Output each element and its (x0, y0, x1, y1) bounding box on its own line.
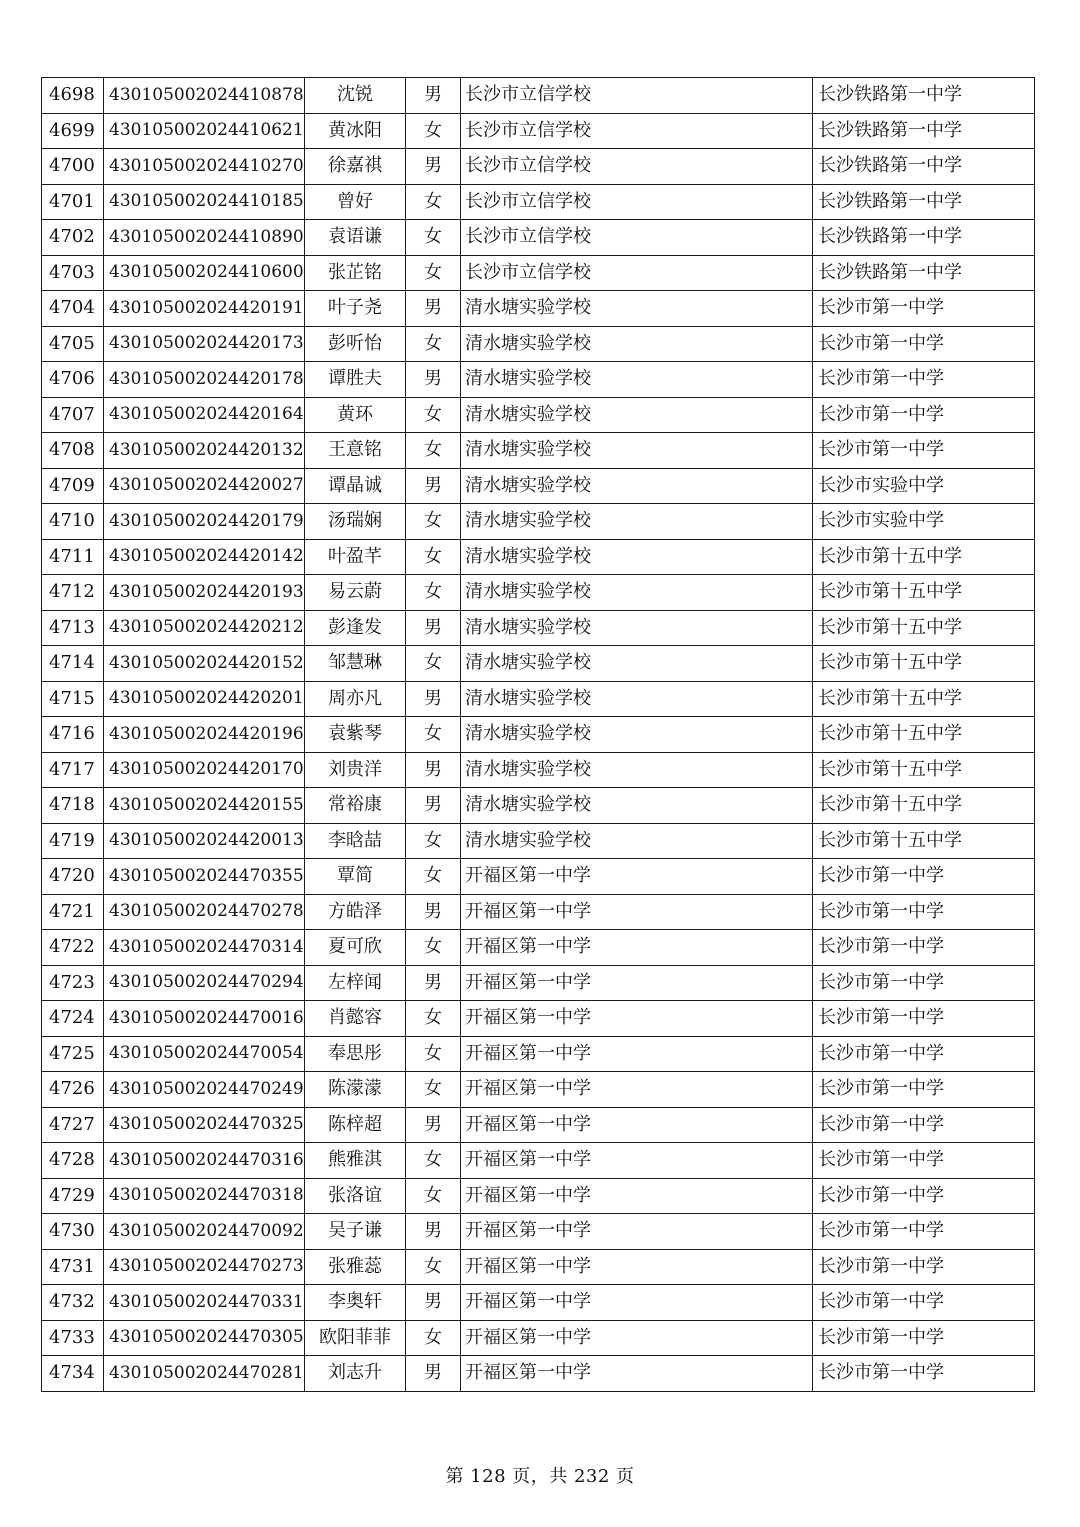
admitted-school-cell: 长沙市第一中学 (813, 930, 1035, 966)
admitted-school-cell: 长沙市第十五中学 (813, 823, 1035, 859)
student-id-cell: 430105002024420193 (104, 575, 305, 611)
seq-number-cell: 4723 (42, 965, 104, 1001)
table-row (42, 78, 1035, 114)
seq-number-cell: 4711 (42, 539, 104, 575)
student-name-cell: 邹慧琳 (305, 646, 406, 682)
origin-school-cell: 开福区第一中学 (461, 1001, 813, 1037)
student-id-cell: 430105002024470355 (104, 859, 305, 895)
gender-cell: 女 (406, 859, 461, 895)
origin-school-cell: 开福区第一中学 (461, 930, 813, 966)
table-row (42, 930, 1035, 966)
origin-school-cell: 清水塘实验学校 (461, 539, 813, 575)
gender-cell: 男 (406, 1285, 461, 1321)
admitted-school-cell: 长沙市第一中学 (813, 1107, 1035, 1143)
student-id-cell: 430105002024470294 (104, 965, 305, 1001)
table-row (42, 468, 1035, 504)
seq-number-cell: 4707 (42, 397, 104, 433)
seq-number-cell: 4705 (42, 326, 104, 362)
student-name-cell: 易云蔚 (305, 575, 406, 611)
table-row (42, 823, 1035, 859)
seq-number-cell: 4722 (42, 930, 104, 966)
student-name-cell: 谭胜夫 (305, 362, 406, 398)
seq-number-cell: 4715 (42, 681, 104, 717)
admitted-school-cell: 长沙市第一中学 (813, 894, 1035, 930)
student-id-cell: 430105002024420212 (104, 610, 305, 646)
student-name-cell: 周亦凡 (305, 681, 406, 717)
student-id-cell: 430105002024470325 (104, 1107, 305, 1143)
student-id-cell: 430105002024420155 (104, 788, 305, 824)
admitted-school-cell: 长沙铁路第一中学 (813, 220, 1035, 256)
seq-number-cell: 4710 (42, 504, 104, 540)
table-row (42, 1249, 1035, 1285)
student-name-cell: 王意铭 (305, 433, 406, 469)
table-row (42, 255, 1035, 291)
origin-school-cell: 开福区第一中学 (461, 1036, 813, 1072)
seq-number-cell: 4719 (42, 823, 104, 859)
admitted-school-cell: 长沙市第一中学 (813, 291, 1035, 327)
student-name-cell: 曾好 (305, 184, 406, 220)
origin-school-cell: 清水塘实验学校 (461, 362, 813, 398)
seq-number-cell: 4706 (42, 362, 104, 398)
origin-school-cell: 清水塘实验学校 (461, 468, 813, 504)
student-id-cell: 430105002024420196 (104, 717, 305, 753)
table-row (42, 1320, 1035, 1356)
origin-school-cell: 清水塘实验学校 (461, 646, 813, 682)
table-row (42, 681, 1035, 717)
seq-number-cell: 4734 (42, 1356, 104, 1392)
seq-number-cell: 4704 (42, 291, 104, 327)
admitted-school-cell: 长沙市第一中学 (813, 397, 1035, 433)
gender-cell: 女 (406, 397, 461, 433)
seq-number-cell: 4727 (42, 1107, 104, 1143)
student-id-cell: 430105002024410878 (104, 78, 305, 114)
admitted-school-cell: 长沙市第十五中学 (813, 646, 1035, 682)
origin-school-cell: 清水塘实验学校 (461, 717, 813, 753)
admitted-school-cell: 长沙铁路第一中学 (813, 255, 1035, 291)
origin-school-cell: 清水塘实验学校 (461, 433, 813, 469)
table-row (42, 1107, 1035, 1143)
student-name-cell: 刘志升 (305, 1356, 406, 1392)
student-id-cell: 430105002024470331 (104, 1285, 305, 1321)
student-name-cell: 沈锐 (305, 78, 406, 114)
origin-school-cell: 清水塘实验学校 (461, 788, 813, 824)
student-name-cell: 刘贵洋 (305, 752, 406, 788)
seq-number-cell: 4709 (42, 468, 104, 504)
student-id-cell: 430105002024420152 (104, 646, 305, 682)
seq-number-cell: 4731 (42, 1249, 104, 1285)
gender-cell: 女 (406, 930, 461, 966)
student-id-cell: 430105002024420164 (104, 397, 305, 433)
student-id-cell: 430105002024470316 (104, 1143, 305, 1179)
seq-number-cell: 4714 (42, 646, 104, 682)
admitted-school-cell: 长沙铁路第一中学 (813, 113, 1035, 149)
admitted-school-cell: 长沙市第一中学 (813, 1214, 1035, 1250)
seq-number-cell: 4699 (42, 113, 104, 149)
student-id-cell: 430105002024470278 (104, 894, 305, 930)
student-name-cell: 张芷铭 (305, 255, 406, 291)
seq-number-cell: 4698 (42, 78, 104, 114)
gender-cell: 女 (406, 1143, 461, 1179)
gender-cell: 男 (406, 1107, 461, 1143)
gender-cell: 女 (406, 1072, 461, 1108)
student-id-cell: 430105002024470273 (104, 1249, 305, 1285)
gender-cell: 女 (406, 717, 461, 753)
admitted-school-cell: 长沙市第一中学 (813, 859, 1035, 895)
gender-cell: 女 (406, 539, 461, 575)
origin-school-cell: 开福区第一中学 (461, 1356, 813, 1392)
admitted-school-cell: 长沙市第一中学 (813, 1320, 1035, 1356)
seq-number-cell: 4724 (42, 1001, 104, 1037)
gender-cell: 女 (406, 1178, 461, 1214)
student-id-cell: 430105002024410600 (104, 255, 305, 291)
student-name-cell: 叶盈芊 (305, 539, 406, 575)
admitted-school-cell: 长沙市第一中学 (813, 433, 1035, 469)
student-name-cell: 常裕康 (305, 788, 406, 824)
student-id-cell: 430105002024420173 (104, 326, 305, 362)
admitted-school-cell: 长沙市第一中学 (813, 965, 1035, 1001)
origin-school-cell: 清水塘实验学校 (461, 610, 813, 646)
admitted-school-cell: 长沙市实验中学 (813, 468, 1035, 504)
origin-school-cell: 长沙市立信学校 (461, 149, 813, 185)
admitted-school-cell: 长沙市第十五中学 (813, 610, 1035, 646)
student-name-cell: 彭逢发 (305, 610, 406, 646)
origin-school-cell: 开福区第一中学 (461, 1107, 813, 1143)
table-row (42, 610, 1035, 646)
origin-school-cell: 开福区第一中学 (461, 859, 813, 895)
origin-school-cell: 长沙市立信学校 (461, 113, 813, 149)
admitted-school-cell: 长沙市第一中学 (813, 1249, 1035, 1285)
seq-number-cell: 4701 (42, 184, 104, 220)
table-row (42, 575, 1035, 611)
student-name-cell: 陈濛濛 (305, 1072, 406, 1108)
student-id-cell: 430105002024420013 (104, 823, 305, 859)
student-id-cell: 430105002024470054 (104, 1036, 305, 1072)
student-id-cell: 430105002024410890 (104, 220, 305, 256)
table-row (42, 1285, 1035, 1321)
admitted-school-cell: 长沙铁路第一中学 (813, 149, 1035, 185)
table-row (42, 894, 1035, 930)
seq-number-cell: 4708 (42, 433, 104, 469)
gender-cell: 女 (406, 575, 461, 611)
gender-cell: 男 (406, 788, 461, 824)
gender-cell: 女 (406, 184, 461, 220)
admitted-school-cell: 长沙市实验中学 (813, 504, 1035, 540)
table-row (42, 113, 1035, 149)
gender-cell: 男 (406, 362, 461, 398)
origin-school-cell: 长沙市立信学校 (461, 78, 813, 114)
student-name-cell: 夏可欣 (305, 930, 406, 966)
origin-school-cell: 长沙市立信学校 (461, 255, 813, 291)
student-name-cell: 左梓闻 (305, 965, 406, 1001)
gender-cell: 男 (406, 965, 461, 1001)
table-row (42, 1178, 1035, 1214)
admission-table-body (42, 78, 1035, 1392)
seq-number-cell: 4713 (42, 610, 104, 646)
gender-cell: 男 (406, 149, 461, 185)
table-row (42, 788, 1035, 824)
student-name-cell: 黄冰阳 (305, 113, 406, 149)
table-row (42, 291, 1035, 327)
origin-school-cell: 清水塘实验学校 (461, 823, 813, 859)
origin-school-cell: 开福区第一中学 (461, 1143, 813, 1179)
seq-number-cell: 4729 (42, 1178, 104, 1214)
origin-school-cell: 开福区第一中学 (461, 1072, 813, 1108)
student-id-cell: 430105002024470314 (104, 930, 305, 966)
admitted-school-cell: 长沙市第十五中学 (813, 539, 1035, 575)
table-row (42, 539, 1035, 575)
gender-cell: 女 (406, 433, 461, 469)
student-name-cell: 谭晶诚 (305, 468, 406, 504)
gender-cell: 女 (406, 113, 461, 149)
admitted-school-cell: 长沙市第十五中学 (813, 788, 1035, 824)
admitted-school-cell: 长沙市第一中学 (813, 362, 1035, 398)
admitted-school-cell: 长沙市第一中学 (813, 1036, 1035, 1072)
student-id-cell: 430105002024420191 (104, 291, 305, 327)
gender-cell: 男 (406, 78, 461, 114)
student-name-cell: 张雅蕊 (305, 1249, 406, 1285)
student-name-cell: 袁紫琴 (305, 717, 406, 753)
student-name-cell: 方皓泽 (305, 894, 406, 930)
origin-school-cell: 清水塘实验学校 (461, 504, 813, 540)
origin-school-cell: 清水塘实验学校 (461, 575, 813, 611)
student-id-cell: 430105002024420178 (104, 362, 305, 398)
student-name-cell: 奉思彤 (305, 1036, 406, 1072)
origin-school-cell: 开福区第一中学 (461, 1320, 813, 1356)
student-name-cell: 徐嘉祺 (305, 149, 406, 185)
origin-school-cell: 清水塘实验学校 (461, 752, 813, 788)
student-id-cell: 430105002024420142 (104, 539, 305, 575)
student-name-cell: 叶子尧 (305, 291, 406, 327)
student-name-cell: 黄环 (305, 397, 406, 433)
origin-school-cell: 长沙市立信学校 (461, 220, 813, 256)
origin-school-cell: 清水塘实验学校 (461, 326, 813, 362)
origin-school-cell: 清水塘实验学校 (461, 681, 813, 717)
student-name-cell: 袁语谦 (305, 220, 406, 256)
student-id-cell: 430105002024420170 (104, 752, 305, 788)
seq-number-cell: 4726 (42, 1072, 104, 1108)
seq-number-cell: 4717 (42, 752, 104, 788)
student-name-cell: 欧阳菲菲 (305, 1320, 406, 1356)
admitted-school-cell: 长沙市第十五中学 (813, 752, 1035, 788)
admitted-school-cell: 长沙市第十五中学 (813, 681, 1035, 717)
table-row (42, 752, 1035, 788)
admitted-school-cell: 长沙市第一中学 (813, 326, 1035, 362)
seq-number-cell: 4732 (42, 1285, 104, 1321)
student-id-cell: 430105002024470092 (104, 1214, 305, 1250)
gender-cell: 女 (406, 326, 461, 362)
origin-school-cell: 开福区第一中学 (461, 1285, 813, 1321)
gender-cell: 女 (406, 255, 461, 291)
admitted-school-cell: 长沙市第十五中学 (813, 717, 1035, 753)
table-row (42, 220, 1035, 256)
seq-number-cell: 4718 (42, 788, 104, 824)
table-row (42, 965, 1035, 1001)
seq-number-cell: 4721 (42, 894, 104, 930)
origin-school-cell: 开福区第一中学 (461, 894, 813, 930)
student-name-cell: 覃简 (305, 859, 406, 895)
origin-school-cell: 开福区第一中学 (461, 965, 813, 1001)
origin-school-cell: 清水塘实验学校 (461, 291, 813, 327)
admitted-school-cell: 长沙市第一中学 (813, 1356, 1035, 1392)
seq-number-cell: 4733 (42, 1320, 104, 1356)
table-row (42, 1072, 1035, 1108)
table-row (42, 184, 1035, 220)
gender-cell: 女 (406, 1036, 461, 1072)
table-row (42, 149, 1035, 185)
student-name-cell: 张洛谊 (305, 1178, 406, 1214)
student-id-cell: 430105002024420132 (104, 433, 305, 469)
student-id-cell: 430105002024410621 (104, 113, 305, 149)
student-name-cell: 李奥轩 (305, 1285, 406, 1321)
student-id-cell: 430105002024470016 (104, 1001, 305, 1037)
gender-cell: 女 (406, 1001, 461, 1037)
gender-cell: 男 (406, 894, 461, 930)
gender-cell: 男 (406, 1214, 461, 1250)
gender-cell: 女 (406, 1320, 461, 1356)
gender-cell: 男 (406, 681, 461, 717)
seq-number-cell: 4700 (42, 149, 104, 185)
origin-school-cell: 开福区第一中学 (461, 1214, 813, 1250)
seq-number-cell: 4712 (42, 575, 104, 611)
origin-school-cell: 清水塘实验学校 (461, 397, 813, 433)
student-name-cell: 李晗喆 (305, 823, 406, 859)
student-id-cell: 430105002024470318 (104, 1178, 305, 1214)
admission-table (41, 77, 1035, 1392)
admitted-school-cell: 长沙市第一中学 (813, 1001, 1035, 1037)
student-id-cell: 430105002024470281 (104, 1356, 305, 1392)
student-id-cell: 430105002024410185 (104, 184, 305, 220)
admitted-school-cell: 长沙铁路第一中学 (813, 78, 1035, 114)
student-id-cell: 430105002024420201 (104, 681, 305, 717)
student-id-cell: 430105002024420027 (104, 468, 305, 504)
admitted-school-cell: 长沙市第一中学 (813, 1285, 1035, 1321)
gender-cell: 女 (406, 220, 461, 256)
seq-number-cell: 4716 (42, 717, 104, 753)
student-name-cell: 陈梓超 (305, 1107, 406, 1143)
gender-cell: 女 (406, 823, 461, 859)
table-row (42, 326, 1035, 362)
origin-school-cell: 长沙市立信学校 (461, 184, 813, 220)
seq-number-cell: 4730 (42, 1214, 104, 1250)
table-row (42, 397, 1035, 433)
gender-cell: 女 (406, 1249, 461, 1285)
table-row (42, 362, 1035, 398)
gender-cell: 男 (406, 1356, 461, 1392)
origin-school-cell: 开福区第一中学 (461, 1249, 813, 1285)
page-footer: 第 128 页，共 232 页 (445, 1466, 635, 1487)
gender-cell: 男 (406, 291, 461, 327)
seq-number-cell: 4702 (42, 220, 104, 256)
gender-cell: 男 (406, 752, 461, 788)
table-row (42, 1356, 1035, 1392)
table-row (42, 646, 1035, 682)
admitted-school-cell: 长沙市第一中学 (813, 1072, 1035, 1108)
student-id-cell: 430105002024470249 (104, 1072, 305, 1108)
admitted-school-cell: 长沙市第一中学 (813, 1143, 1035, 1179)
origin-school-cell: 开福区第一中学 (461, 1178, 813, 1214)
table-row (42, 433, 1035, 469)
table-row (42, 717, 1035, 753)
admitted-school-cell: 长沙市第十五中学 (813, 575, 1035, 611)
table-row (42, 504, 1035, 540)
student-id-cell: 430105002024420179 (104, 504, 305, 540)
seq-number-cell: 4728 (42, 1143, 104, 1179)
student-name-cell: 汤瑞娴 (305, 504, 406, 540)
seq-number-cell: 4703 (42, 255, 104, 291)
seq-number-cell: 4720 (42, 859, 104, 895)
admitted-school-cell: 长沙铁路第一中学 (813, 184, 1035, 220)
student-name-cell: 彭听怡 (305, 326, 406, 362)
student-id-cell: 430105002024410270 (104, 149, 305, 185)
table-row (42, 1214, 1035, 1250)
table-row (42, 1001, 1035, 1037)
gender-cell: 男 (406, 468, 461, 504)
table-row (42, 1143, 1035, 1179)
gender-cell: 男 (406, 610, 461, 646)
seq-number-cell: 4725 (42, 1036, 104, 1072)
admitted-school-cell: 长沙市第一中学 (813, 1178, 1035, 1214)
gender-cell: 女 (406, 504, 461, 540)
gender-cell: 女 (406, 646, 461, 682)
student-name-cell: 吴子谦 (305, 1214, 406, 1250)
student-id-cell: 430105002024470305 (104, 1320, 305, 1356)
table-row (42, 859, 1035, 895)
student-name-cell: 熊雅淇 (305, 1143, 406, 1179)
student-name-cell: 肖懿容 (305, 1001, 406, 1037)
table-row (42, 1036, 1035, 1072)
